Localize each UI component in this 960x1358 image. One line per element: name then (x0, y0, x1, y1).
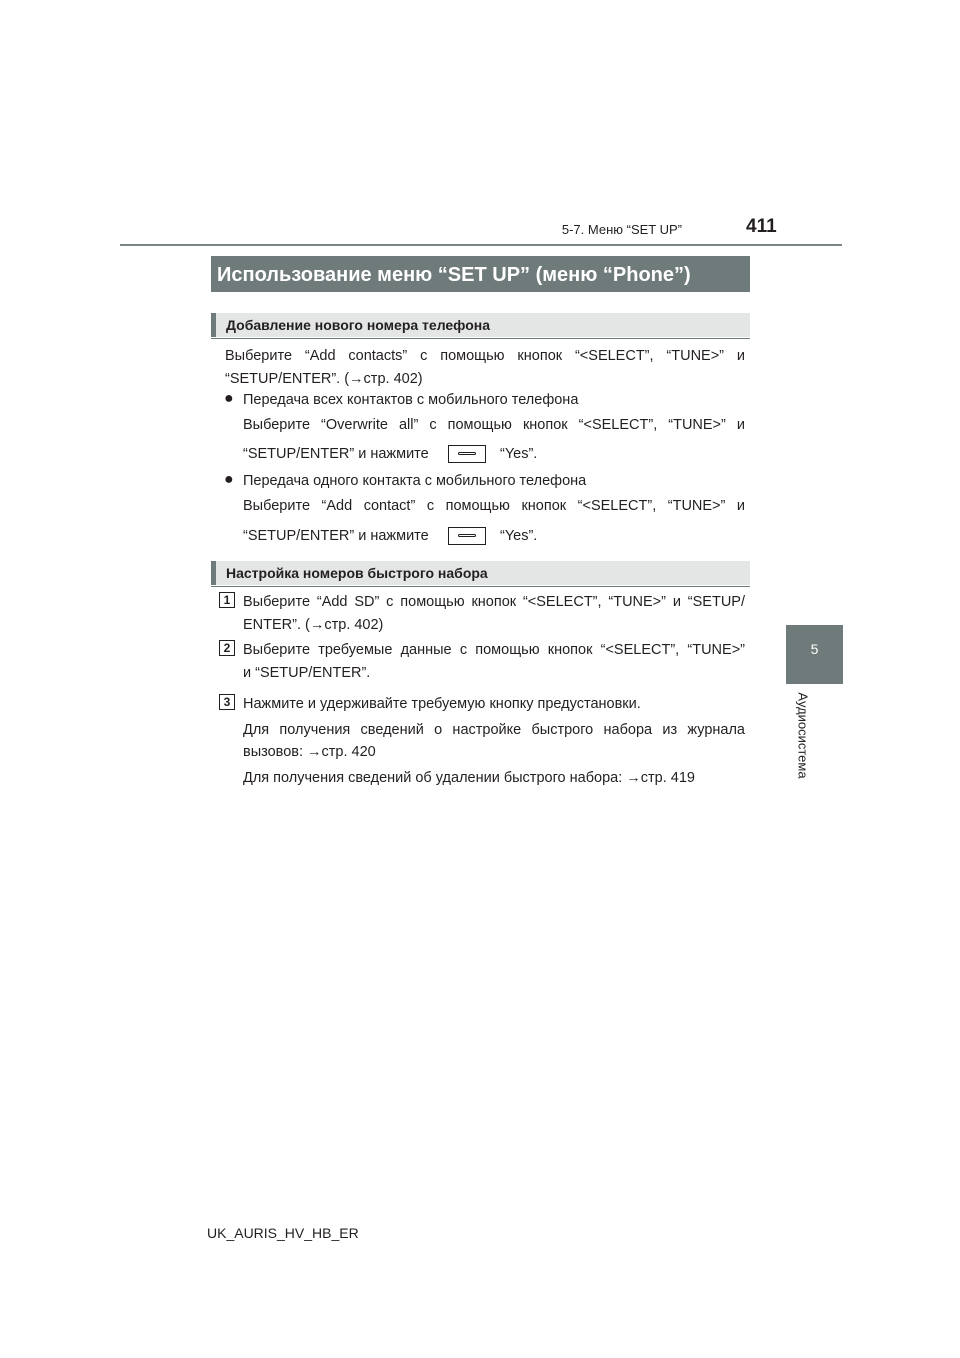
chapter-tab-number: 5 (786, 625, 843, 684)
bullet-dot: ● (224, 471, 234, 488)
note1-line2: вызовов: →стр. 420 (243, 744, 376, 760)
bullet-title-all-contacts: Передача всех контактов с мобильного телефона (243, 392, 579, 408)
step2-line1: Выберите требуемые данные с помощью кнопок “<SELECT”, “TUNE>” (243, 642, 745, 658)
step-number-3: 3 (219, 694, 235, 710)
bullet1-line2-post: “Yes”. (500, 446, 538, 462)
bullet2-line1: Выберите “Add contact” с помощью кнопок “<SELECT”, “TUNE>” и (243, 498, 745, 514)
section-heading-speed-dial: Настройка номеров быстрого набора (211, 561, 750, 585)
bullet2-line2-pre: “SETUP/ENTER” и нажмите (243, 528, 429, 544)
bullet1-line2-pre: “SETUP/ENTER” и нажмите (243, 446, 429, 462)
step3-line1: Нажмите и удерживайте требуемую кнопку предустановки. (243, 696, 641, 712)
step-number-2: 2 (219, 640, 235, 656)
footer-document-code: UK_AURIS_HV_HB_ER (207, 1225, 359, 1241)
enter-button-icon (448, 527, 486, 545)
section1-intro-line1: Выберите “Add contacts” с помощью кнопок “<SELECT”, “TUNE>” и (225, 348, 745, 364)
bullet-dot: ● (224, 390, 234, 407)
section1-intro-line2: “SETUP/ENTER”. (→стр. 402) (225, 371, 423, 387)
step1-line1: Выберите “Add SD” с помощью кнопок “<SELECT”, “TUNE>” и “SETUP/ (243, 594, 745, 610)
header-section-title: 5-7. Меню “SET UP” (561, 222, 682, 237)
bullet-title-one-contact: Передача одного контакта с мобильного телефона (243, 473, 587, 489)
main-heading: Использование меню “SET UP” (меню “Phone”) (211, 256, 750, 292)
chapter-tab-title-text: Аудиосистема (795, 692, 811, 779)
note1-line1: Для получения сведений о настройке быстрого набора из журнала (243, 722, 745, 738)
step2-line2: и “SETUP/ENTER”. (243, 665, 371, 681)
header-divider (120, 244, 842, 246)
note2: Для получения сведений об удалении быстрого набора: →стр. 419 (243, 770, 695, 786)
chapter-tab-title (766, 692, 846, 782)
step1-line2: ENTER”. (→стр. 402) (243, 617, 384, 633)
bullet1-line1: Выберите “Overwrite all” с помощью кнопок “<SELECT”, “TUNE>” и (243, 417, 745, 433)
step-number-1: 1 (219, 592, 235, 608)
enter-button-icon (448, 445, 486, 463)
page-number: 411 (746, 216, 777, 237)
section-heading-add-number: Добавление нового номера телефона (211, 313, 750, 337)
bullet2-line2-post: “Yes”. (500, 528, 538, 544)
